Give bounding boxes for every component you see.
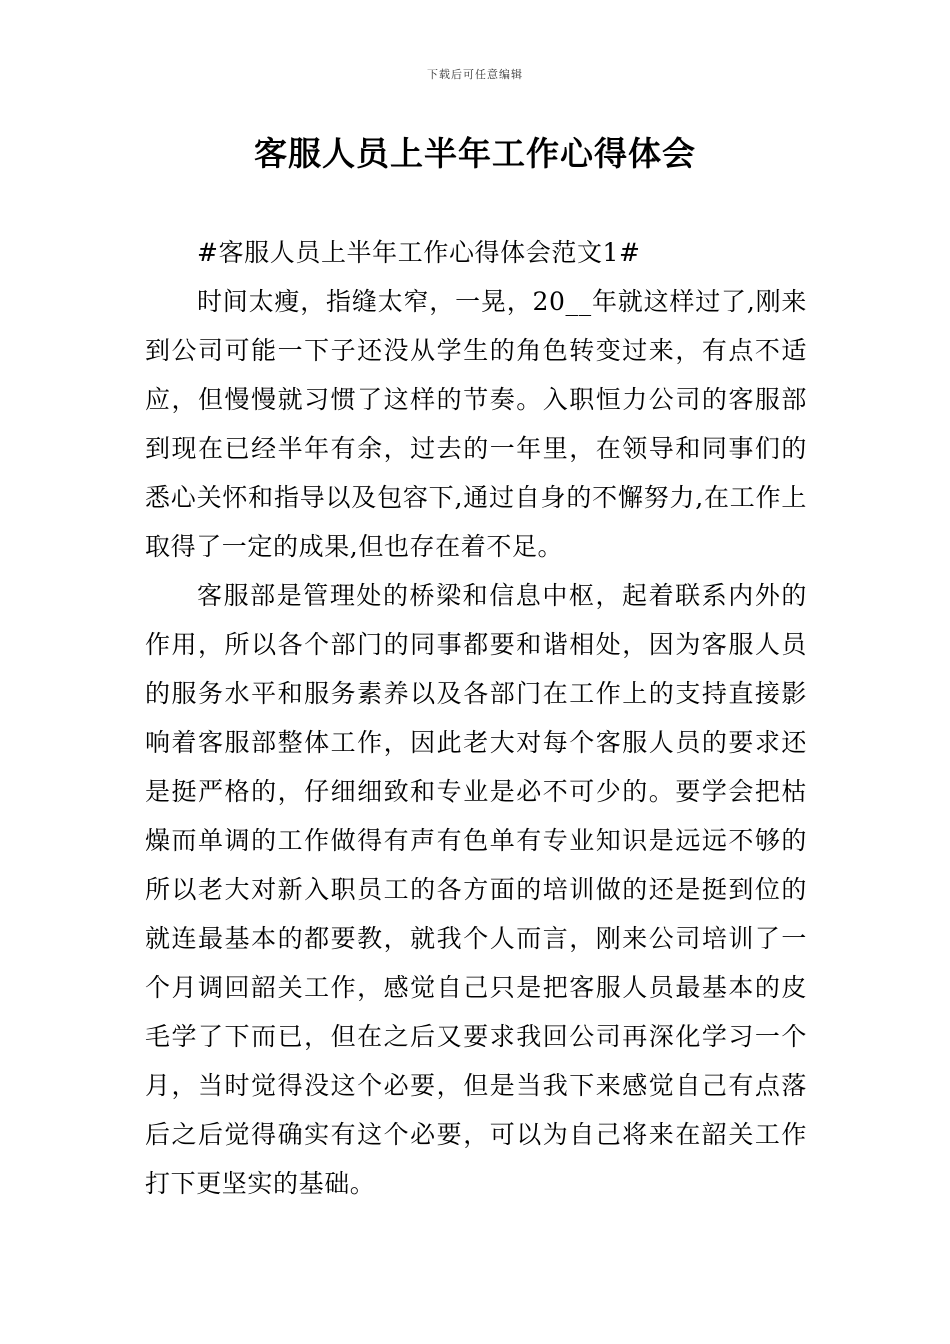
header-note: 下载后可任意编辑: [427, 68, 523, 81]
paragraph: 时间太瘦，指缝太窄，一晃，20__年就这样过了,刚来到公司可能一下子还没从学生的角色转变过来，有点不适应，但慢慢就习惯了这样的节奏。入职恒力公司的客服部到现在已经半年有余，过去的一年里，在领导和同事们的悉心关怀和指导以及包容下,通过自身的不懈努力,在工作上取得了一定的成果,但也存在着不足。: [145, 287, 807, 561]
section-heading: #客服人员上半年工作心得体会范文1#: [197, 238, 641, 267]
document-body: [145, 228, 807, 1208]
paragraph: 客服部是管理处的桥梁和信息中枢，起着联系内外的作用，所以各个部门的同事都要和谐相处，因为客服人员的服务水平和服务素养以及各部门在工作上的支持直接影响着客服部整体工作，因此老大对每个客服人员的要求还是挺严格的，仔细细致和专业是必不可少的。要学会把枯燥而单调的工作做得有声有色单有专业知识是远远不够的所以老大对新入职员工的各方面的培训做的还是挺到位的就连最基本的都要教，就我个人而言，刚来公司培训了一个月调回韶关工作，感觉自己只是把客服人员最基本的皮毛学了下而已，但在之后又要求我回公司再深化学习一个月，当时觉得没这个必要，但是当我下来感觉自己有点落后之后觉得确实有这个必要，可以为自己将来在韶关工作打下更坚实的基础。: [145, 581, 807, 1198]
document-title: 客服人员上半年工作心得体会: [254, 134, 696, 173]
